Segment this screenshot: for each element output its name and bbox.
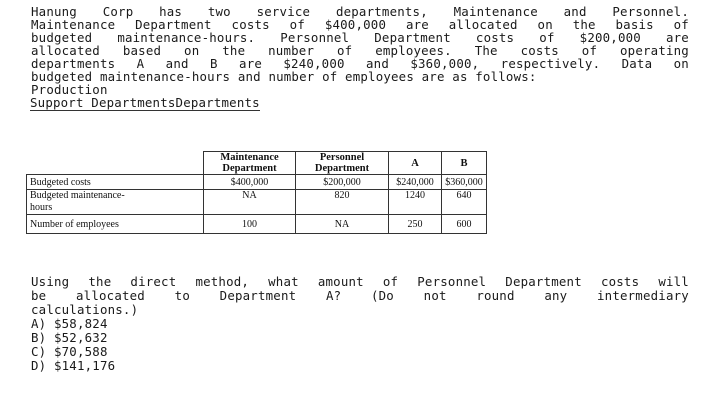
cell-maintenance: NA [204,190,296,215]
answer-option-d[interactable]: D) $141,176 [31,358,116,373]
cell-personnel: NA [296,215,389,234]
cell-dept-b: 600 [442,215,487,234]
cell-dept-a: 1240 [389,190,442,215]
intro-line-4: allocated based on the number of employees. The costs of operating [31,43,689,58]
cell-dept-a: $240,000 [389,175,442,190]
question-line-1: Using the direct method, what amount of Personnel Department costs will [31,274,689,289]
table-row [27,175,487,190]
intro-line-5: departments A and B are $240,000 and $360,000, respectively. Data on [31,56,689,71]
intro-line-6: budgeted maintenance-hours and number of employees are as follows: [31,69,537,84]
question-line-2: be allocated to Department A? (Do not round any intermediary [31,288,689,303]
question-line-3: calculations.) [31,302,139,317]
table-header-row [27,152,487,175]
production-label: Production [31,82,108,97]
cell-personnel: $200,000 [296,175,389,190]
answer-option-a[interactable]: A) $58,824 [31,316,108,331]
cell-dept-a: 250 [389,215,442,234]
table-row [27,190,487,215]
answer-option-c[interactable]: C) $70,588 [31,344,108,359]
header-empty-cell [27,152,204,175]
header-maintenance: Maintenance Department [204,152,296,175]
row-label: Number of employees [27,215,204,234]
row-label: Budgeted costs [27,175,204,190]
cell-dept-b: 640 [442,190,487,215]
header-dept-a: A [389,152,442,175]
support-departments-label: Support DepartmentsDepartments [30,95,260,110]
cell-maintenance: 100 [204,215,296,234]
cell-personnel: 820 [296,190,389,215]
row-label: Budgeted maintenance- hours [27,190,204,215]
header-dept-b: B [442,152,487,175]
intro-line-3: budgeted maintenance-hours. Personnel Department costs of $200,000 are [31,30,689,45]
answer-option-b[interactable]: B) $52,632 [31,330,108,345]
cell-dept-b: $360,000 [442,175,487,190]
header-personnel: Personnel Department [296,152,389,175]
intro-line-1: Hanung Corp has two service departments, Maintenance and Personnel. [31,4,689,19]
intro-line-2: Maintenance Department costs of $400,000 are allocated on the basis of [31,17,689,32]
cell-maintenance: $400,000 [204,175,296,190]
table-row [27,215,487,234]
cost-data-table [26,151,487,234]
